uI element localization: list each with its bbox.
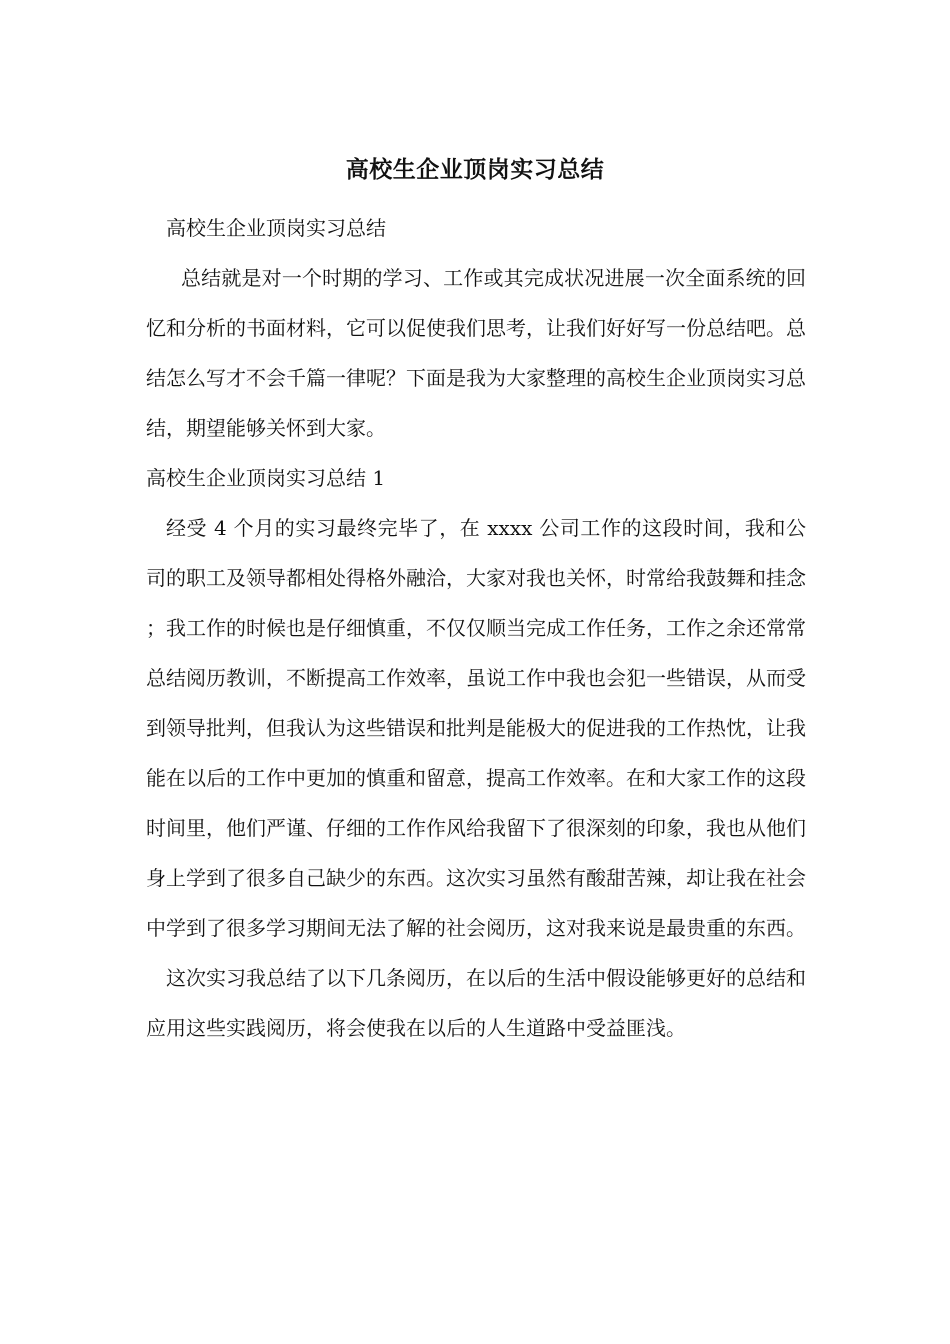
document-subtitle: 高校生企业顶岗实习总结 (166, 216, 386, 240)
document-body (146, 203, 806, 1053)
body-paragraph-1: 经受 4 个月的实习最终完毕了，在 xxxx 公司工作的这段时间，我和公司的职工及领导都相处得格外融洽，大家对我也关怀，时常给我鼓舞和挂念；我工作的时候也是仔细慎重，不仅仅顺当完成工作任务，工作之余还常常总结阅历教训，不断提高工作效率，虽说工作中我也会犯一些错误，从而受到领导批判，但我认为这些错误和批判是能极大的促进我的工作热忱，让我能在以后的工作中更加的慎重和留意，提高工作效率。在和大家工作的这段时间里，他们严谨、仔细的工作作风给我留下了很深刻的印象，我也从他们身上学到了很多自己缺少的东西。这次实习虽然有酸甜苦辣，却让我在社会中学到了很多学习期间无法了解的社会阅历，这对我来说是最贵重的东西。 (146, 516, 806, 940)
document-title: 高校生企业顶岗实习总结 (345, 156, 605, 183)
body-paragraph-2: 这次实习我总结了以下几条阅历，在以后的生活中假设能够更好的总结和应用这些实践阅历，将会使我在以后的人生道路中受益匪浅。 (146, 966, 806, 1040)
section-heading: 高校生企业顶岗实习总结 1 (146, 466, 386, 490)
intro-paragraph: 总结就是对一个时期的学习、工作或其完成状况进展一次全面系统的回忆和分析的书面材料，它可以促使我们思考，让我们好好写一份总结吧。总结怎么写才不会千篇一律呢？下面是我为大家整理的高校生企业顶岗实习总结，期望能够关怀到大家。 (146, 266, 806, 440)
